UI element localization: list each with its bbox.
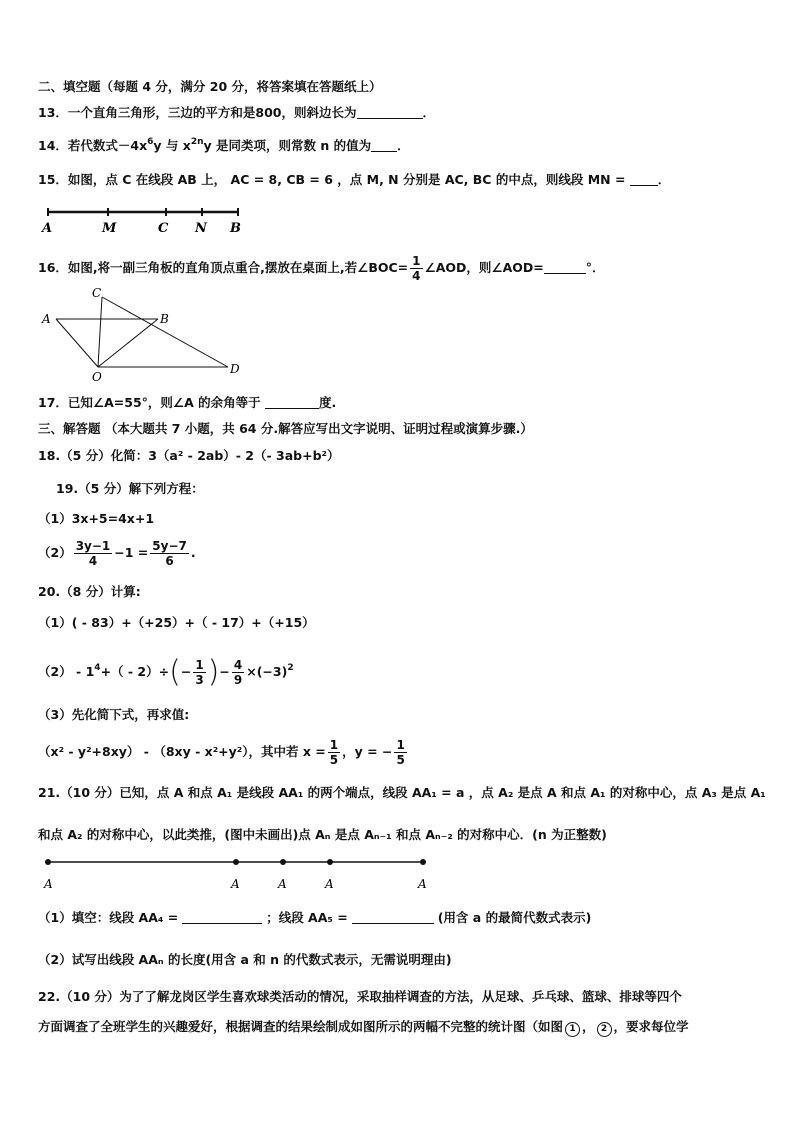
q15-segment-figure bbox=[40, 202, 250, 236]
label-d: D bbox=[230, 362, 240, 376]
q21-p1-mid: ；线段 AA₅ = bbox=[266, 910, 348, 925]
q16-answer-blank[interactable] bbox=[544, 259, 586, 274]
q19-frac2-den: 6 bbox=[165, 554, 174, 568]
q14-answer-blank[interactable] bbox=[371, 137, 397, 152]
q21-p1-tail: (用含 a 的最简代数式表示) bbox=[437, 910, 592, 925]
q15-tail: ． bbox=[657, 172, 671, 187]
q13-text: 13．一个直角三角形，三边的平方和是800，则斜边长为 bbox=[38, 105, 357, 120]
q19-frac-2 bbox=[150, 539, 189, 568]
q17-answer-blank[interactable] bbox=[265, 394, 319, 409]
q14-sup1: 6 bbox=[147, 137, 154, 147]
point-a1 bbox=[420, 859, 426, 865]
q15-text: 15．如图，点 C 在线段 AB 上， AC = 8, CB = 6 ，点 M, N 分别是 AC, BC 的中点，则线段 MN = bbox=[38, 172, 630, 187]
point-a bbox=[45, 859, 51, 865]
q19-part-2 bbox=[38, 538, 774, 568]
q19-frac-1 bbox=[74, 539, 113, 568]
q16-frac-den: 4 bbox=[412, 269, 421, 283]
q16-fraction bbox=[410, 254, 422, 283]
q20-minus: − bbox=[219, 664, 230, 679]
q21-aa5-blank[interactable] bbox=[352, 909, 434, 924]
q19-frac2-num: 5y−7 bbox=[152, 539, 187, 553]
point-a2 bbox=[233, 859, 239, 865]
q20-x-den: 5 bbox=[329, 753, 339, 767]
q20-inner-minus: − bbox=[180, 664, 192, 679]
q19-frac1-den: 4 bbox=[88, 554, 98, 568]
section-3-heading: 三、解答题 （本大题共 7 小题，共 64 分.解答应写出文字说明、证明过程或演算步骤.） bbox=[38, 421, 533, 436]
label-n: N bbox=[195, 221, 207, 236]
q20-y-num: 1 bbox=[396, 738, 405, 752]
q20-p2-mid: +（ - 2）÷ bbox=[100, 664, 170, 679]
q16-tail: °． bbox=[585, 260, 605, 275]
q20-y-frac bbox=[394, 738, 406, 767]
q20-p3-comma: ，y = − bbox=[342, 744, 393, 759]
q20-part-1: （1）( - 83）+（+25）+（ - 17）+（+15） bbox=[38, 615, 315, 630]
question-20: 20.（8 分）计算: bbox=[38, 584, 141, 599]
q16-triangles-figure bbox=[40, 285, 250, 385]
q20-inner-frac bbox=[193, 658, 205, 687]
q13-answer-blank[interactable] bbox=[357, 104, 423, 119]
q14-prefix: 14．若代数式－4x bbox=[38, 138, 148, 153]
q20-inner-den: 3 bbox=[195, 673, 204, 687]
point-a4 bbox=[280, 859, 286, 865]
q21-part-1 bbox=[38, 909, 774, 927]
question-15 bbox=[38, 171, 774, 189]
q16-suffix: ∠AOD，则∠AOD= bbox=[424, 260, 544, 275]
q19-mid: −1 = bbox=[114, 545, 149, 560]
q20-left-paren: ( bbox=[169, 654, 181, 690]
q20-frac-num: 4 bbox=[233, 658, 243, 672]
q16-frac-num: 1 bbox=[412, 254, 421, 268]
q20-part-3: （3）先化简下式，再求值: bbox=[38, 707, 190, 722]
label-a: A bbox=[42, 312, 51, 326]
label-a3: A bbox=[325, 877, 334, 891]
q19-p2-label: （2） bbox=[38, 545, 72, 560]
q22-figure-2-mark: 2 bbox=[597, 1022, 612, 1037]
q20-frac-den: 9 bbox=[233, 673, 243, 687]
q19-tail: . bbox=[190, 545, 196, 560]
q14-tail: ． bbox=[397, 138, 410, 153]
q21-part-2: （2）试写出线段 AAₙ 的长度(用含 a 和 n 的代数式表示，无需说明理由) bbox=[38, 952, 452, 967]
q19-frac1-num: 3y−1 bbox=[75, 539, 111, 553]
q20-frac bbox=[232, 658, 244, 687]
label-b: B bbox=[230, 221, 241, 236]
q20-sup2: 2 bbox=[287, 663, 294, 673]
label-o: O bbox=[92, 370, 102, 384]
question-22-line-2 bbox=[38, 1018, 774, 1037]
label-c: C bbox=[92, 286, 102, 300]
label-b: B bbox=[160, 312, 169, 326]
line-ob bbox=[98, 319, 158, 367]
question-19: 19.（5 分）解下列方程： bbox=[56, 481, 204, 496]
question-17 bbox=[38, 394, 774, 412]
q20-inner-num: 1 bbox=[195, 658, 204, 672]
q20-p2-sup: 4 bbox=[94, 663, 101, 673]
q14-mid: y 与 x bbox=[153, 138, 191, 153]
q20-p3-expr: （x² - y²+8xy） - （8xy - x²+y²），其中若 x = bbox=[38, 744, 326, 759]
q22-sep: ， bbox=[582, 1019, 595, 1034]
q22-line2-suffix: ，要求每位学 bbox=[613, 1019, 689, 1034]
label-c: C bbox=[158, 221, 169, 236]
q21-p1-prefix: （1）填空：线段 AA₄ = bbox=[38, 910, 179, 925]
section-2-heading: 二、填空题（每题 4 分，满分 20 分，将答案填在答题纸上） bbox=[38, 79, 382, 94]
line-cd bbox=[102, 297, 228, 367]
question-14 bbox=[38, 133, 774, 155]
q16-prefix: 16．如图,将一副三角板的直角顶点重合,摆放在桌面上,若∠BOC= bbox=[38, 260, 409, 275]
q15-answer-blank[interactable] bbox=[630, 171, 658, 186]
q20-x-num: 1 bbox=[329, 738, 339, 752]
q20-part-2 bbox=[38, 652, 774, 689]
question-21-line-1: 21.（10 分）已知，点 A 和点 A₁ 是线段 AA₁ 的两个端点，线段 AA₁ = a ，点 A₂ 是点 A 和点 A₁ 的对称中心，点 A₃ 是点 A₁ bbox=[38, 785, 766, 800]
q20-y-den: 5 bbox=[396, 753, 405, 767]
q19-part-1: （1）3x+5=4x+1 bbox=[38, 511, 155, 526]
label-a: A bbox=[44, 877, 53, 891]
q17-text: 17．已知∠A=55°，则∠A 的余角等于 bbox=[38, 395, 265, 410]
q14-sup2: 2n bbox=[190, 137, 204, 147]
q20-p2-label: （2） - 1 bbox=[38, 664, 95, 679]
line-co bbox=[98, 297, 102, 367]
point-a3 bbox=[327, 859, 333, 865]
question-13 bbox=[38, 104, 774, 122]
question-18: 18.（5 分）化简：3（a² - 2ab）- 2（- 3ab+b²） bbox=[38, 448, 340, 463]
label-m: M bbox=[102, 221, 117, 236]
q20-part-3-expr bbox=[38, 735, 774, 769]
q20-x-frac bbox=[328, 738, 340, 767]
question-21-line-2: 和点 A₂ 的对称中心，以此类推，(图中未画出)点 Aₙ 是点 Aₙ₋₁ 和点 Aₙ₋₂ 的对称中心．(n 为正整数) bbox=[38, 827, 607, 842]
q14-suffix: y 是同类项，则常数 n 的值为 bbox=[203, 138, 372, 153]
q21-points-figure bbox=[40, 855, 440, 895]
q22-figure-1-mark: 1 bbox=[565, 1022, 580, 1037]
label-a2: A bbox=[231, 877, 240, 891]
label-a1: A bbox=[418, 877, 427, 891]
q20-times: ×(−3) bbox=[246, 664, 288, 679]
q20-right-paren: ) bbox=[207, 654, 220, 690]
question-16 bbox=[38, 254, 774, 283]
q13-tail: ． bbox=[422, 105, 436, 120]
question-22-line-1: 22.（10 分）为了了解龙岗区学生喜欢球类活动的情况，采取抽样调查的方法，从足球、乒乓球、篮球、排球等四个 bbox=[38, 989, 682, 1004]
q17-tail: 度. bbox=[318, 395, 337, 410]
label-a4: A bbox=[278, 877, 287, 891]
q22-line2-prefix: 方面调查了全班学生的兴趣爱好，根据调查的结果绘制成如图所示的两幅不完整的统计图（如图 bbox=[38, 1019, 564, 1034]
q21-aa4-blank[interactable] bbox=[182, 909, 262, 924]
line-ao bbox=[56, 319, 98, 367]
label-a: A bbox=[42, 221, 53, 236]
